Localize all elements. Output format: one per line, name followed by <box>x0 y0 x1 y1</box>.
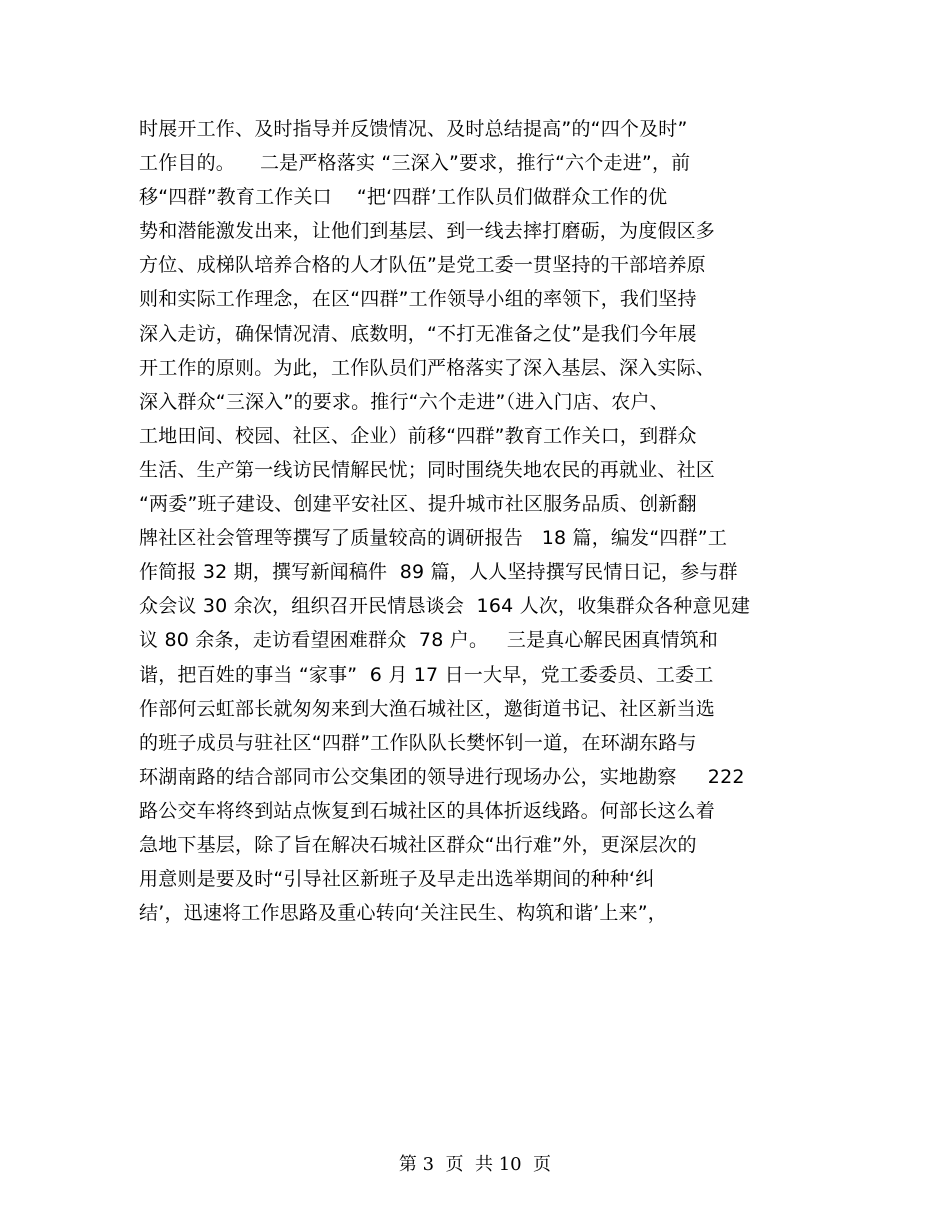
text-line: 路公交车将终到站点恢复到石城社区的具体折返线路。何部长这么着 <box>139 799 716 822</box>
text-line: 工作目的。 二是严格落实 “三深入”要求，推行“六个走进”，前 <box>139 152 691 175</box>
text-line: 急地下基层，除了旨在解决石城社区群众“出行难”外，更深层次的 <box>139 833 697 856</box>
text-line: 开工作的原则。为此，工作队员们严格落实了深入基层、深入实际、 <box>139 356 716 379</box>
text-line: 生活、生产第一线访民情解民忧；同时围绕失地农民的再就业、社区 <box>139 458 716 481</box>
body-text <box>139 112 839 930</box>
text-line: “两委”班子建设、创建平安社区、提升城市社区服务品质、创新翻 <box>139 493 697 516</box>
text-line: 结’，迅速将工作思路及重心转向‘关注民生、构筑和谐’上来”， <box>139 902 667 925</box>
page-number-footer: 第 3 页 共 10 页 <box>398 1154 552 1175</box>
text-line: 时展开工作、及时指导并反馈情况、及时总结提高”的“四个及时” <box>139 118 688 140</box>
text-line: 议 80 余条，走访看望困难群众 78 户。 三是真心解民困真情筑和 <box>139 629 719 652</box>
text-line: 作简报 32 期，撰写新闻稿件 89 篇，人人坚持撰写民情日记，参与群 <box>139 561 738 584</box>
text-line: 深入群众“三深入”的要求。推行“六个走进”（进入门店、农户、 <box>139 390 669 413</box>
text-line: 势和潜能激发出来，让他们到基层、到一线去摔打磨砺，为度假区多 <box>139 220 716 243</box>
text-line: 则和实际工作理念，在区“四群”工作领导小组的率领下，我们坚持 <box>139 288 697 311</box>
text-line: 谐，把百姓的事当 “家事” 6 月 17 日一大早，党工委委员、工委工 <box>139 663 714 686</box>
text-line: 牌社区社会管理等撰写了质量较高的调研报告 18 篇，编发“四群”工 <box>139 527 728 550</box>
text-line: 方位、成梯队培养合格的人才队伍”是党工委一贯坚持的干部培养原 <box>139 254 706 277</box>
text-line: 作部何云虹部长就匆匆来到大渔石城社区，邀街道书记、社区新当选 <box>139 697 716 720</box>
text-line: 移“四群”教育工作关口 “把‘四群’工作队员们做群众工作的优 <box>139 186 668 209</box>
text-line: 环湖南路的结合部同市公交集团的领导进行现场办公，实地勘察 222 <box>139 765 745 788</box>
text-line: 的班子成员与驻社区“四群”工作队队长樊怀钊一道，在环湖东路与 <box>139 731 697 754</box>
text-line: 众会议 30 余次，组织召开民情恳谈会 164 人次，收集群众各种意见建 <box>139 595 751 618</box>
text-line: 工地田间、校园、社区、企业）前移“四群”教育工作关口，到群众 <box>139 424 697 447</box>
text-line: 用意则是要及时“引导社区新班子及早走出选举期间的种种‘纠 <box>139 868 655 891</box>
text-line: 深入走访，确保情况清、底数明，“不打无准备之仗”是我们今年展 <box>139 322 697 345</box>
